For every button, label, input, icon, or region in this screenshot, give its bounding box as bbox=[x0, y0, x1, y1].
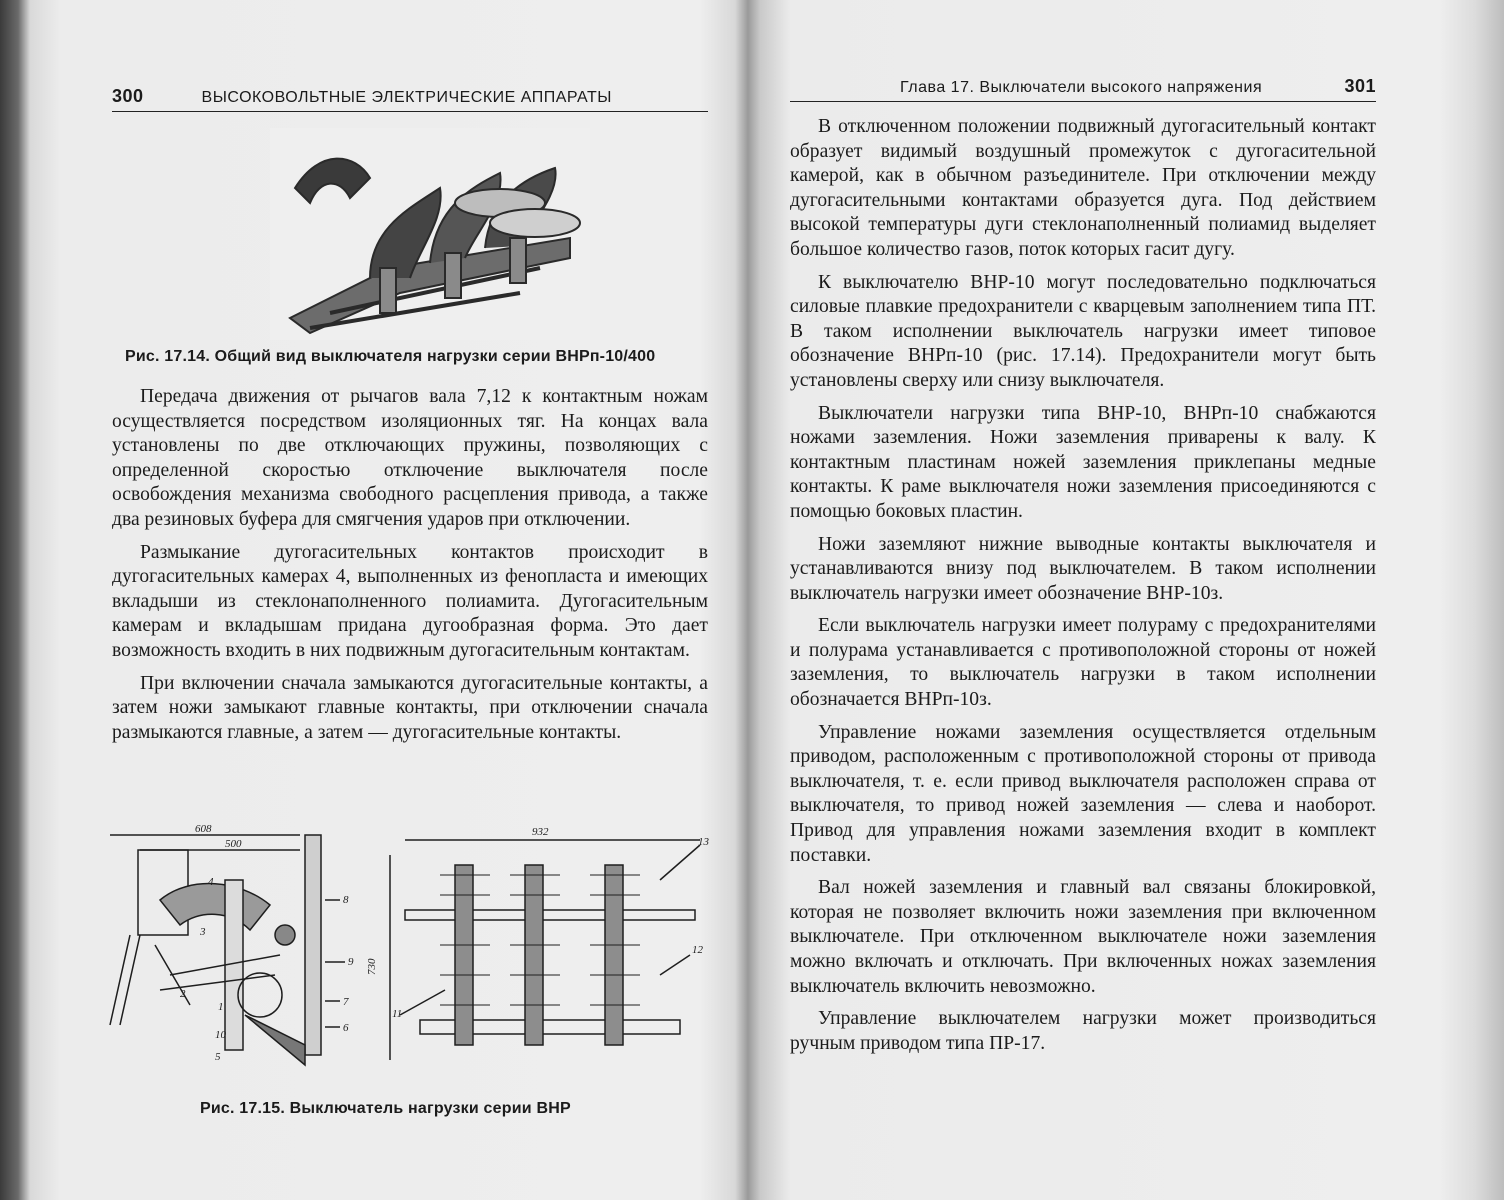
label-6: 6 bbox=[343, 1022, 349, 1034]
left-paragraph-3: При включении сначала замыкаются дугогасительные контакты, а затем ножи замыкают главные контакты, при отключении сначала размыкаются главные, а затем — дугогасительные контакты. bbox=[112, 672, 708, 743]
dim-500-label: 500 bbox=[225, 838, 242, 850]
label-7: 7 bbox=[343, 996, 349, 1008]
left-body-text bbox=[112, 385, 708, 753]
label-10: 10 bbox=[215, 1029, 226, 1041]
figure-17-15-caption: Рис. 17.15. Выключатель нагрузки серии ВНР bbox=[200, 1100, 571, 1117]
dim-608-label: 608 bbox=[195, 825, 212, 835]
left-paragraph-1: Передача движения от рычагов вала 7,12 к контактным ножам осуществляется посредством изоляционных тяг. На концах вала установлены по две отключающих пружины, позволяющих с определенной скоростью отключение выключателя после освобождения механизма свободного расцепления привода, а также два резиновых буфера для смягчения ударов при отключении. bbox=[112, 386, 708, 530]
label-4: 4 bbox=[208, 876, 214, 888]
right-paragraph-3: Выключатели нагрузки типа ВНР-10, ВНРп-10 снабжаются ножами заземления. Ножи заземления приварены к валу. К контактным пластинам ножей заземления приклепаны медные контакты. К раме выключателя ножи заземления присоединяются с помощью боковых пластин. bbox=[790, 402, 1376, 522]
label-5: 5 bbox=[215, 1051, 221, 1063]
right-page bbox=[762, 0, 1482, 1200]
label-13: 13 bbox=[698, 836, 709, 848]
right-paragraph-4: Ножи заземляют нижние выводные контакты выключателя и устанавливаются внизу под выключателем. В таком исполнении выключатель нагрузки имеет обозначение ВНР-10з. bbox=[790, 533, 1376, 604]
right-page-number: 301 bbox=[1344, 76, 1376, 96]
right-paragraph-1: В отключенном положении подвижный дугогасительный контакт образует видимый воздушный промежуток с дугогасительной камерой, как в обычном разъединителе. При отключении между дугогасительными контактами образуется дуга. Под действием высокой температуры дуги стеклонаполненный полиамид выделяет большое количество газов, поток которых гасит дугу. bbox=[790, 116, 1376, 260]
right-paragraph-7: Вал ножей заземления и главный вал связаны блокировкой, которая не позволяет включить ножи заземления при включенном выключателе. При отключенном выключателе ножи заземления можно включать и отключать. При включенных ножах заземления выключатель включить невозможно. bbox=[790, 877, 1376, 997]
label-3: 3 bbox=[200, 926, 206, 938]
right-paragraph-6: Управление ножами заземления осуществляется отдельным приводом, расположенным с противоположной стороны от привода выключателя, т. е. если привод выключателя расположен справа от выключателя, то привод ножей заземления — слева и наоборот. Привод для управления ножами заземления входит в комплект поставки. bbox=[790, 721, 1376, 866]
figure-17-14-caption: Рис. 17.14. Общий вид выключателя нагрузки серии ВНРп-10/400 bbox=[125, 348, 656, 365]
switch-photo-illustration bbox=[270, 128, 590, 340]
label-11: 11 bbox=[392, 1008, 403, 1020]
right-running-head bbox=[790, 76, 1376, 102]
label-1: 1 bbox=[218, 1001, 224, 1013]
label-12: 12 bbox=[692, 944, 703, 956]
right-paragraph-5: Если выключатель нагрузки имеет полураму с предохранителями и полурама устанавливается с противоположной стороны от ножей заземления, то выключатель нагрузки в таком исполнении обозначается ВНРп-10з. bbox=[790, 615, 1376, 711]
switch-technical-drawing bbox=[100, 825, 720, 1090]
left-page bbox=[30, 0, 740, 1200]
label-2: 2 bbox=[180, 988, 186, 1000]
label-8: 8 bbox=[343, 894, 349, 906]
right-running-title: Глава 17. Выключатели высокого напряжения bbox=[900, 79, 1263, 96]
dim-932-label: 932 bbox=[532, 826, 549, 838]
dim-730-label: 730 bbox=[366, 958, 378, 975]
right-paragraph-2: К выключателю ВНР-10 могут последовательно подключаться силовые плавкие предохранители с кварцевым заполнением типа ПТ. В таком исполнении выключатель нагрузки имеет типовое обозначение ВНРп-10 (рис. 17.14). Предохранители могут быть установлены сверху или снизу выключателя. bbox=[790, 271, 1376, 391]
left-running-head bbox=[112, 86, 708, 112]
left-running-title: ВЫСОКОВОЛЬТНЫЕ ЭЛЕКТРИЧЕСКИЕ АППАРАТЫ bbox=[201, 89, 612, 106]
label-9: 9 bbox=[348, 956, 354, 968]
right-paragraph-8: Управление выключателем нагрузки может производиться ручным приводом типа ПР-17. bbox=[790, 1008, 1376, 1054]
left-paragraph-2: Размыкание дугогасительных контактов происходит в дугогасительных камерах 4, выполненных из фенопласта и имеющих вкладыши из стеклонаполненного полиамита. Дугогасительным камерам и вкладышам придана дугообразная форма. Это дает возможность входить в них подвижным дугогасительным контактам. bbox=[112, 541, 708, 661]
left-page-number: 300 bbox=[112, 86, 144, 106]
right-body-text bbox=[790, 115, 1376, 1064]
